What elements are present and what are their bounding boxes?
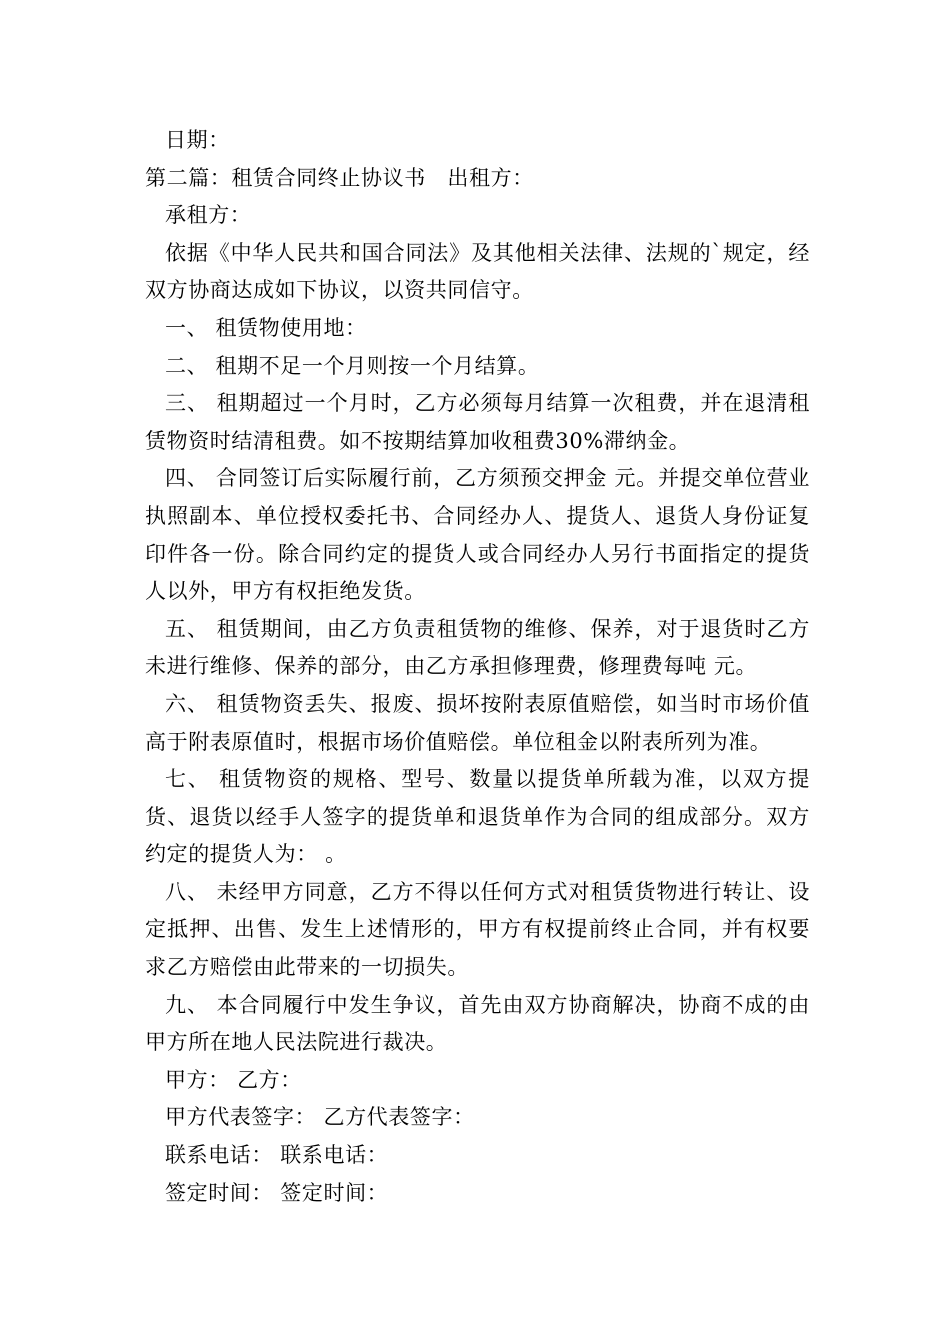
sign-dates-line: 签定时间： 签定时间： [165,1180,389,1205]
title-line: 第二篇：租赁合同终止协议书 出租方： [145,165,534,190]
date-line: 日期： [165,128,230,152]
clause-3: 三、 租期超过一个月时，乙方必须每月结算一次租费，并在退清租赁物资时结清租费。如不按期结算加收租费30%滞纳金。 [145,391,810,453]
clause-2: 二、 租期不足一个月则按一个月结算。 [165,353,540,378]
clause-7: 七、 租赁物资的规格、型号、数量以提货单所载为准，以双方提货、退货以经手人签字的提货单和退货单作为合同的组成部分。双方约定的提货人为： 。 [145,767,810,867]
clause-1: 一、 租赁物使用地： [165,315,367,340]
clause-5: 五、 租赁期间，由乙方负责租赁物的维修、保养，对于退货时乙方未进行维修、保养的部分，由乙方承担修理费，修理费每吨 元。 [145,616,810,679]
clause-4: 四、 合同签订后实际履行前，乙方须预交押金 元。并提交单位营业执照副本、单位授权委托书、合同经办人、提货人、退货人身份证复印件各一份。除合同约定的提货人或合同经办人另行书面指定的提货人以外，甲方有权拒绝发货。 [145,466,810,604]
phones-line: 联系电话： 联系电话： [165,1143,389,1168]
document-body [145,122,810,1212]
representatives-line: 甲方代表签字： 乙方代表签字： [165,1105,475,1130]
clause-6: 六、 租赁物资丢失、报废、损坏按附表原值赔偿，如当时市场价值高于附表原值时，根据市场价值赔偿。单位租金以附表所列为准。 [145,691,810,754]
basis-paragraph: 依据《中华人民共和国合同法》及其他相关法律、法规的`规定，经双方协商达成如下协议，以资共同信守。 [145,240,810,303]
parties-line: 甲方： 乙方： [165,1067,302,1092]
clause-9: 九、 本合同履行中发生争议，首先由双方协商解决，协商不成的由甲方所在地人民法院进行裁决。 [145,992,810,1055]
clause-8: 八、 未经甲方同意，乙方不得以任何方式对租赁货物进行转让、设定抵押、出售、发生上述情形的，甲方有权提前终止合同，并有权要求乙方赔偿由此带来的一切损失。 [145,879,810,980]
lessee-line: 承租方： [165,203,252,228]
